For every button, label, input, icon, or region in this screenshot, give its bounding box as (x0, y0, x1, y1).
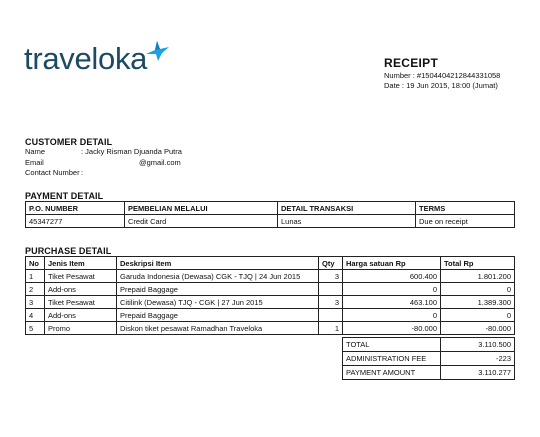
row-no: 4 (26, 309, 45, 322)
terms-header: TERMS (416, 202, 515, 215)
payment-amount-value: 3.110.277 (441, 366, 515, 380)
qty-header: Qty (319, 257, 343, 270)
table-row (26, 283, 515, 296)
total-value: 3.110.500 (441, 338, 515, 352)
row-deskripsi: Prepaid Baggage (117, 309, 319, 322)
row-total: 0 (441, 283, 515, 296)
detail-transaksi-header: DETAIL TRANSAKSI (278, 202, 416, 215)
row-jenis: Add-ons (45, 309, 117, 322)
payment-amount-label: PAYMENT AMOUNT (343, 366, 441, 380)
harga-header: Harga satuan Rp (343, 257, 441, 270)
row-jenis: Add-ons (45, 283, 117, 296)
totals-table (342, 337, 515, 380)
row-total: 1.389.300 (441, 296, 515, 309)
admin-fee-value: -223 (441, 352, 515, 366)
payment-row (26, 215, 515, 228)
row-no: 3 (26, 296, 45, 309)
row-qty: 3 (319, 270, 343, 283)
row-qty (319, 309, 343, 322)
table-row (26, 270, 515, 283)
row-qty (319, 283, 343, 296)
detail-transaksi-value: Lunas (278, 215, 416, 228)
row-harga: -80.000 (343, 322, 441, 335)
purchase-detail-title: PURCHASE DETAIL (25, 246, 112, 256)
admin-fee-row (343, 352, 515, 366)
email-redacted (81, 158, 139, 169)
total-label: TOTAL (343, 338, 441, 352)
receipt-header (384, 56, 500, 91)
contact-value: : (81, 168, 84, 177)
row-qty: 3 (319, 296, 343, 309)
row-harga: 0 (343, 309, 441, 322)
row-deskripsi: Prepaid Baggage (117, 283, 319, 296)
traveloka-logo (24, 42, 170, 82)
table-row (26, 309, 515, 322)
customer-detail (25, 147, 182, 179)
name-value: : Jacky Risman Djuanda Putra (81, 147, 182, 156)
payment-header-row (26, 202, 515, 215)
row-total: 1.801.200 (441, 270, 515, 283)
pembelian-value: Credit Card (125, 215, 278, 228)
row-deskripsi: Citilink (Dewasa) TJQ - CGK | 27 Jun 2015 (117, 296, 319, 309)
row-no: 1 (26, 270, 45, 283)
row-qty: 1 (319, 322, 343, 335)
total-header: Total Rp (441, 257, 515, 270)
name-label: Name (25, 147, 46, 156)
deskripsi-header: Deskripsi Item (117, 257, 319, 270)
row-jenis: Tiket Pesawat (45, 296, 117, 309)
logo-wordmark: traveloka (24, 41, 148, 76)
purchase-table (25, 256, 515, 335)
terms-value: Due on receipt (416, 215, 515, 228)
purchase-header-row (26, 257, 515, 270)
row-harga: 463.100 (343, 296, 441, 309)
customer-detail-title: CUSTOMER DETAIL (25, 137, 113, 147)
po-number-value: 45347277 (26, 215, 125, 228)
row-jenis: Tiket Pesawat (45, 270, 117, 283)
row-deskripsi: Garuda Indonesia (Dewasa) CGK - TJQ | 24 Jun 2015 (117, 270, 319, 283)
email-label: Email (25, 157, 44, 167)
total-row (343, 338, 515, 352)
receipt-date: Date : 19 Jun 2015, 18:00 (Jumat) (384, 81, 498, 90)
row-no: 2 (26, 283, 45, 296)
row-harga: 0 (343, 283, 441, 296)
receipt-number: Number : #1504404212844331058 (384, 71, 501, 80)
bird-icon (144, 40, 170, 62)
row-total: -80.000 (441, 322, 515, 335)
pembelian-header: PEMBELIAN MELALUI (125, 202, 278, 215)
po-number-header: P.O. NUMBER (26, 202, 125, 215)
contact-label: Contact Number (25, 168, 80, 177)
row-total: 0 (441, 309, 515, 322)
jenis-item-header: Jenis Item (45, 257, 117, 270)
admin-fee-label: ADMINISTRATION FEE (343, 352, 441, 366)
row-jenis: Promo (45, 322, 117, 335)
payment-table (25, 201, 515, 228)
table-row (26, 296, 515, 309)
row-deskripsi: Diskon tiket pesawat Ramadhan Traveloka (117, 322, 319, 335)
payment-detail-title: PAYMENT DETAIL (25, 191, 104, 201)
table-row (26, 322, 515, 335)
row-no: 5 (26, 322, 45, 335)
no-header: No (26, 257, 45, 270)
receipt-title: RECEIPT (384, 56, 439, 70)
row-harga: 600.400 (343, 270, 441, 283)
email-value: @gmail.com (139, 157, 181, 167)
payment-amount-row (343, 366, 515, 380)
